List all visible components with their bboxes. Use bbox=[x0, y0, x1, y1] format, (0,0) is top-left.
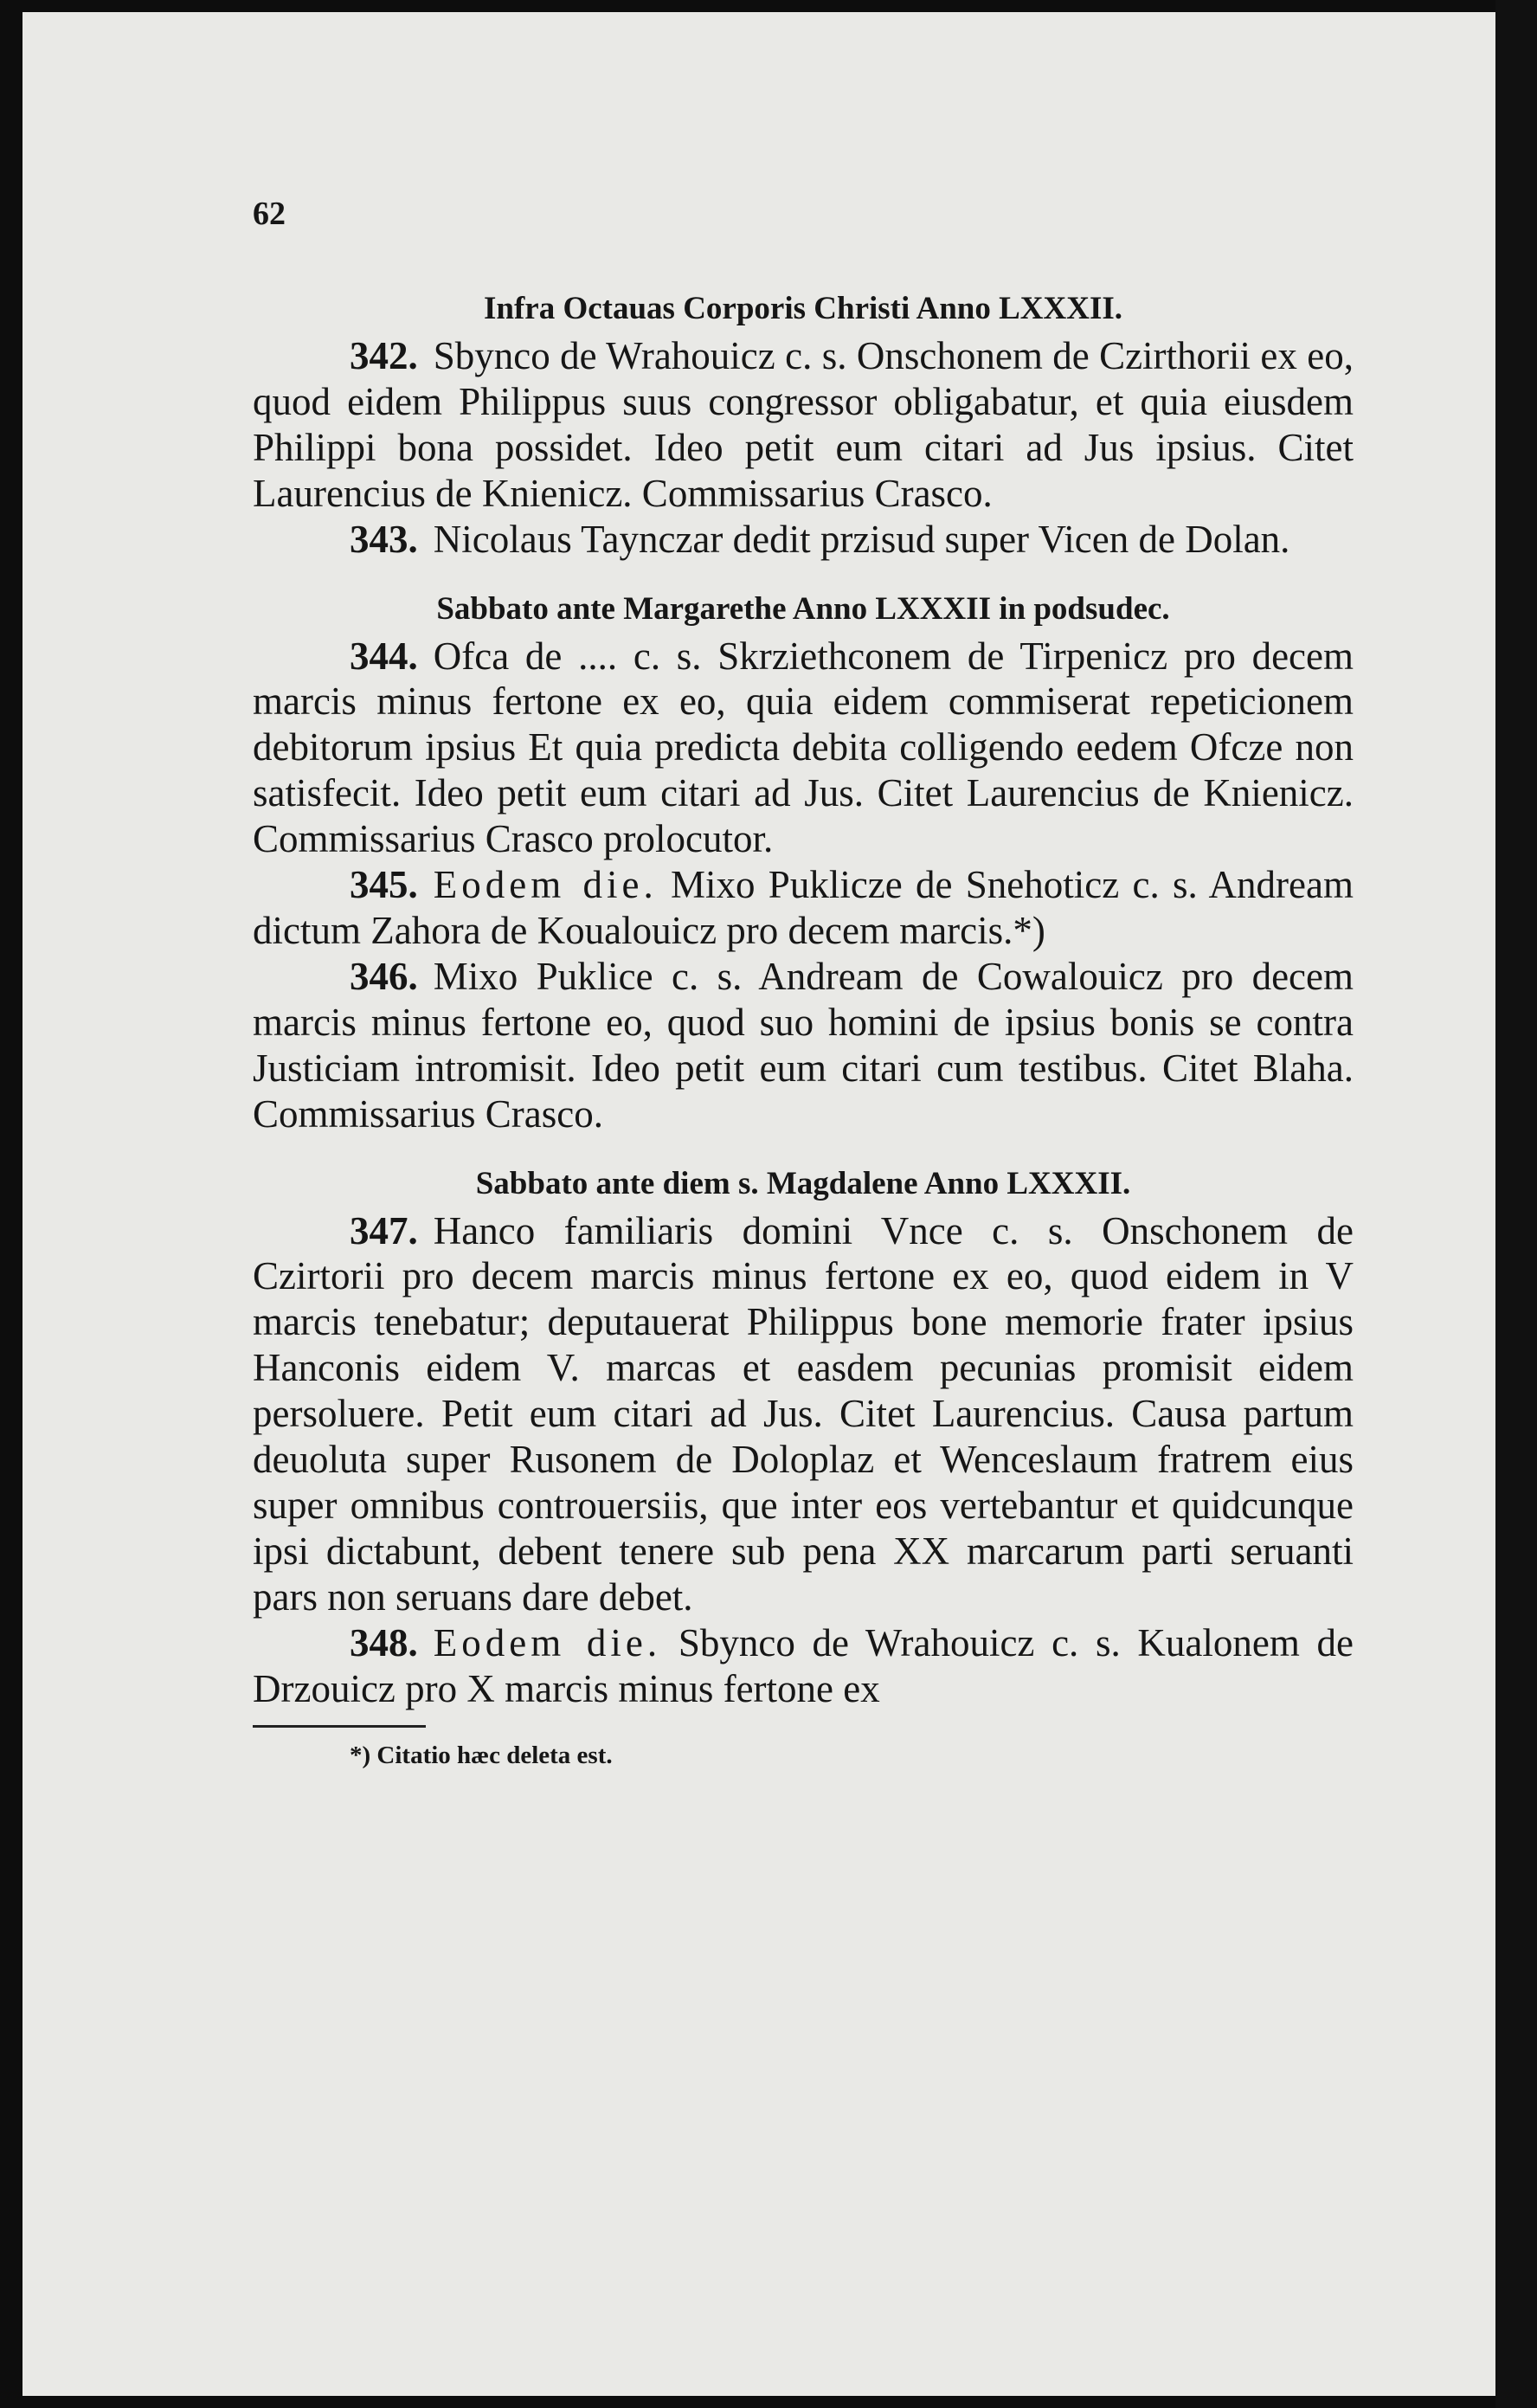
entry-347 bbox=[253, 1208, 1354, 1620]
entry-text: Sbynco de Wrahouicz c. s. Onschonem de Czirthorii ex eo, quod eidem Philippus suus congressor obligabatur, et quia eiusdem Philippi bona possidet. Ideo petit eum citari ad Jus ipsius. Citet Laurencius de Knienicz. Commissarius Crasco. bbox=[253, 334, 1354, 515]
entry-343 bbox=[253, 517, 1354, 563]
section-heading: Infra Octauas Corporis Christi Anno LXXXII. bbox=[483, 291, 1122, 326]
entry-number: 348. bbox=[350, 1620, 418, 1664]
entry-348 bbox=[253, 1620, 1354, 1712]
text-block bbox=[253, 195, 1354, 1773]
entry-number: 343. bbox=[350, 517, 418, 561]
entry-344 bbox=[253, 634, 1354, 863]
entry-text: Nicolaus Taynczar dedit przisud super Vicen de Dolan. bbox=[433, 517, 1290, 561]
entry-text: Ofca de .... c. s. Skrziethconem de Tirpenicz pro decem marcis minus fertone ex eo, quia eidem commiserat repeticionem debitorum ipsius Et quia predicta debita colligendo eedem Ofcze non satisfecit. Ideo petit eum citari ad Jus. Citet Laurencius de Knienicz. Commissarius Crasco prolocutor. bbox=[253, 634, 1354, 861]
section-heading: Sabbato ante diem s. Magdalene Anno LXXXII. bbox=[475, 1165, 1131, 1201]
section-heading: Sabbato ante Margarethe Anno LXXXII in podsudec. bbox=[436, 590, 1170, 627]
entry-345 bbox=[253, 862, 1354, 954]
entry-text: Hanco familiaris domini Vnce c. s. Onschonem de Czirtorii pro decem marcis minus fertone ex eo, quod eidem in V marcis tenebatur; deputauerat Philippus bone memorie frater ipsius Hanconis eidem V. marcas et easdem pecunias promisit eidem persoluere. Petit eum citari ad Jus. Citet Laurencius. Causa partum deuoluta super Rusonem de Doloplaz et Wenceslaum fratrem eius super omnibus controuersiis, que inter eos vertebantur et quidcunque ipsi dictabunt, debent tenere sub pena XX marcarum parti seruanti pars non seruans dare debet. bbox=[253, 1208, 1354, 1619]
entry-number: 347. bbox=[350, 1208, 418, 1252]
entry-lead: Eodem die. bbox=[433, 863, 658, 907]
footnote-rule bbox=[253, 1725, 426, 1728]
entry-number: 344. bbox=[350, 634, 418, 678]
entry-number: 346. bbox=[350, 954, 418, 998]
entry-number: 342. bbox=[350, 334, 418, 377]
entry-text: Sbynco de Wrahouicz c. s. Kualonem de Drzouicz pro X marcis minus fertone ex bbox=[253, 1620, 1354, 1710]
entry-lead: Eodem die. bbox=[433, 1620, 662, 1664]
entry-346 bbox=[253, 954, 1354, 1137]
footnote: *) Citatio hæc deleta est. bbox=[350, 1742, 613, 1770]
scan-edge bbox=[1495, 0, 1537, 2408]
page-number: 62 bbox=[253, 196, 286, 232]
entry-text: Mixo Puklice c. s. Andream de Cowalouicz pro decem marcis minus fertone eo, quod suo homini de ipsius bonis se contra Justiciam intromisit. Ideo petit eum citari cum testibus. Citet Blaha. Commissarius Crasco. bbox=[253, 954, 1354, 1136]
entry-number: 345. bbox=[350, 863, 418, 907]
entry-text: Mixo Puklicze de Snehoticz c. s. Andream dictum Zahora de Koualouicz pro decem marcis.*) bbox=[253, 863, 1354, 952]
entry-342 bbox=[253, 333, 1354, 517]
